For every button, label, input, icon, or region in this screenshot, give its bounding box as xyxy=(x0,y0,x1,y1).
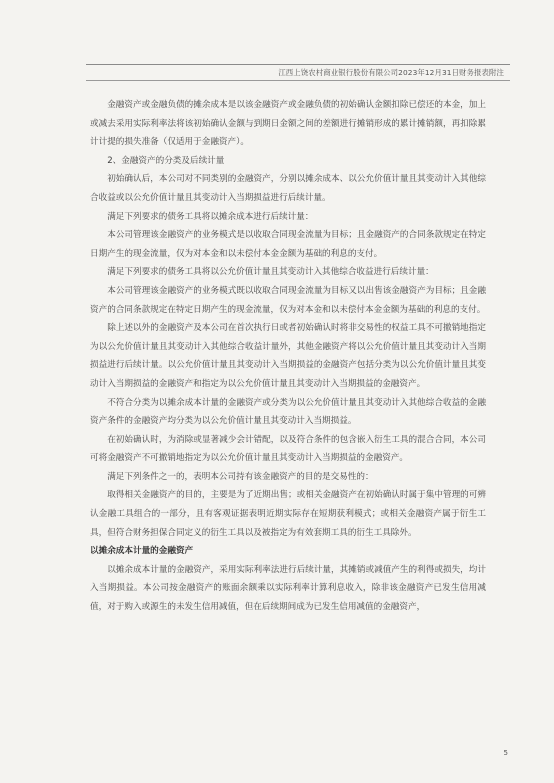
body-text xyxy=(90,96,486,617)
paragraph: 以摊余成本计量的金融资产，采用实际利率法进行后续计量，其摊销或减值产生的利得或损失，均计入当期损益。本公司按金融资产的账面余额乘以实际利率计算利息收入，除非该金融资产已发生信用减值，对于购入或源生的未发生信用减值，但在后续期间成为已发生信用减值的金融资产， xyxy=(90,564,486,613)
paragraph: 满足下列要求的债务工具将以摊余成本进行后续计量： xyxy=(107,211,314,222)
paragraph: 金融资产或金融负债的摊余成本是以该金融资产或金融负债的初始确认金额扣除已偿还的本金，加上或减去采用实际利率法将该初始确认金额与到期日金额之间的差额进行摊销形成的累计摊销额，再扣除累计计提的损失准备（仅适用于金融资产）。 xyxy=(90,100,486,148)
paragraph: 本公司管理该金融资产的业务模式既以收取合同现金流量为目标又以出售该金融资产为目标；且金融资产的合同条款规定在特定日期产生的现金流量，仅为对本金和以未偿付本金金额为基础的利息的支付。 xyxy=(90,285,486,315)
page-header-title: 江西上饶农村商业银行股份有限公司2023年12月31日财务报表附注 xyxy=(278,68,504,77)
page-number: 5 xyxy=(503,749,508,757)
subsection-heading: 以摊余成本计量的金融资产 xyxy=(90,546,194,557)
header-rule xyxy=(86,64,510,65)
header-rule-secondary xyxy=(86,80,510,81)
paragraph: 满足下列要求的债务工具将以公允价值计量且其变动计入其他综合收益进行后续计量： xyxy=(107,267,434,278)
paragraph: 满足下列条件之一的，表明本公司持有该金融资产的目的是交易性的： xyxy=(107,471,374,482)
section-heading: 2、金融资产的分类及后续计量 xyxy=(107,155,225,166)
paragraph: 取得相关金融资产的目的，主要是为了近期出售；或相关金融资产在初始确认时属于集中管理的可辨认金融工具组合的一部分，且有客观证据表明近期实际存在短期获利模式；或相关金融资产属于衍生工具，但符合财务担保合同定义的衍生工具以及被指定为有效套期工具的衍生工具除外。 xyxy=(90,490,486,538)
paragraph: 除上述以外的金融资产及本公司在首次执行日或者初始确认时将非交易性的权益工具不可撤销地指定为以公允价值计量且其变动计入其他综合收益计量外，其他金融资产将以公允价值计量且其变动计入当期损益进行后续计量。以公允价值计量且其变动计入当期损益的金融资产包括分类为以公允价值计量且其变动计入当期损益的金融资产和指定为以公允价值计量且其变动计入当期损益的金融资产。 xyxy=(90,323,486,389)
paragraph: 本公司管理该金融资产的业务模式是以收取合同现金流量为目标；且金融资产的合同条款规定在特定日期产生的现金流量，仅为对本金和以未偿付本金金额为基础的利息的支付。 xyxy=(90,230,486,259)
paragraph: 不符合分类为以摊余成本计量的金融资产或分类为以公允价值计量且其变动计入其他综合收益的金融资产条件的金融资产均分类为以公允价值计量且其变动计入当期损益。 xyxy=(90,397,486,427)
paragraph: 初始确认后，本公司对不同类别的金融资产，分别以摊余成本、以公允价值计量且其变动计入其他综合收益或以公允价值计量且其变动计入当期损益进行后续计量。 xyxy=(90,174,486,203)
paragraph: 在初始确认时，为消除或显著减少会计错配，以及符合条件的包含嵌入衍生工具的混合合同，本公司可将金融资产不可撤销地指定为以公允价值计量且其变动计入当期损益的金融资产。 xyxy=(90,434,486,464)
